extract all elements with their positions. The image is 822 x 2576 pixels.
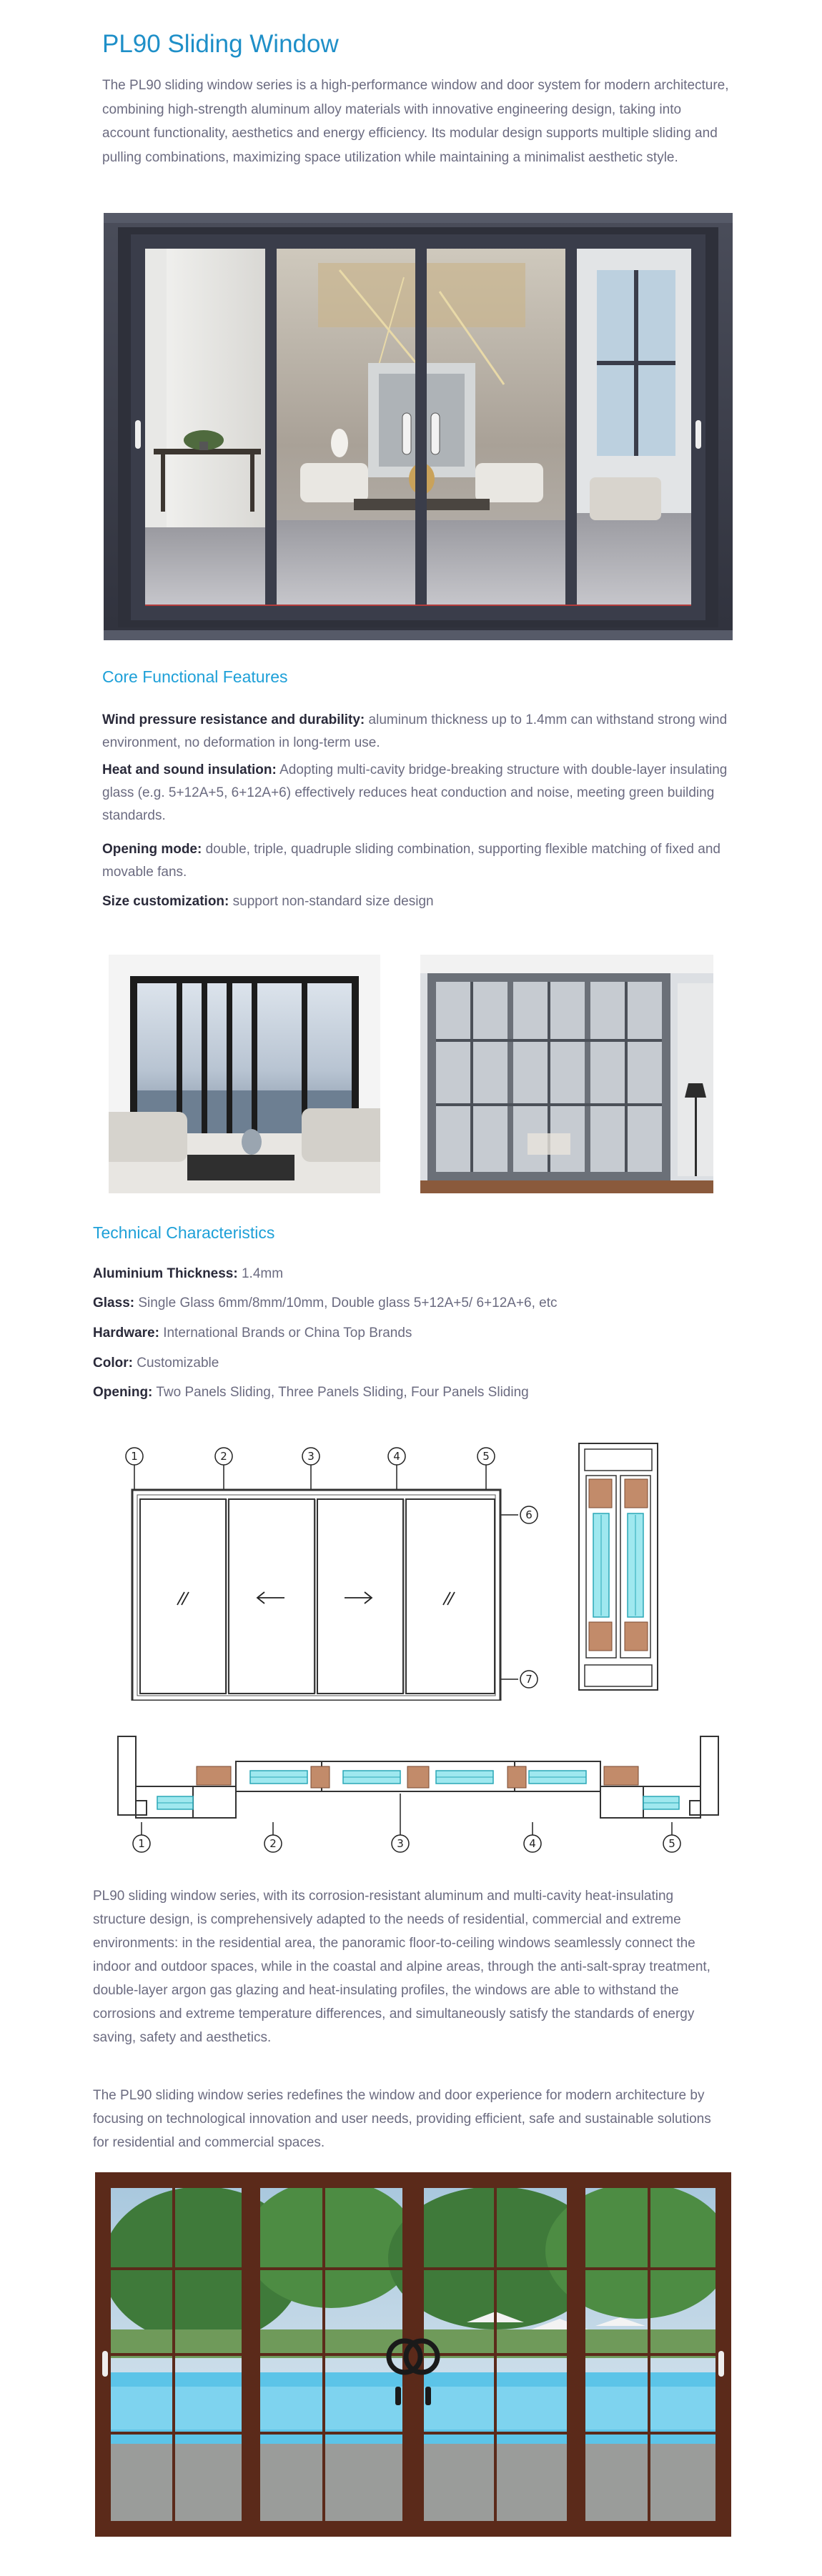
feature-label: Heat and sound insulation: bbox=[102, 762, 277, 777]
spec-label: Opening: bbox=[93, 1385, 153, 1400]
feature-text: double, triple, quadruple sliding combination, supporting flexible matching of fixed and movable fans. bbox=[102, 842, 721, 880]
spec-label: Hardware: bbox=[93, 1326, 159, 1341]
technical-heading: Technical Characteristics bbox=[93, 1223, 275, 1242]
elevation-drawing bbox=[100, 1436, 729, 1701]
spec-label: Glass: bbox=[93, 1296, 135, 1311]
feature-item-opening-mode bbox=[102, 838, 731, 884]
spec-opening bbox=[93, 1385, 529, 1401]
page-title: PL90 Sliding Window bbox=[102, 30, 339, 58]
grid-glass-sliding-door-image bbox=[420, 955, 713, 1193]
wood-sliding-door-image bbox=[95, 2172, 731, 2537]
feature-text: Adopting multi-cavity bridge-breaking structure with double-layer insulating glass (e.g. 5+12A+5, 6+12A+6) effectively reduces heat conduction and noise, meeting green building standards. bbox=[102, 762, 728, 823]
feature-text: support non-standard size design bbox=[229, 894, 434, 909]
spec-aluminium-thickness bbox=[93, 1266, 283, 1282]
spec-value: Single Glass 6mm/8mm/10mm, Double glass 5+12A+5/ 6+12A+6, etc bbox=[134, 1296, 558, 1311]
spec-glass bbox=[93, 1296, 558, 1311]
intro-paragraph: The PL90 sliding window series is a high-performance window and door system for modern architecture, combining high-strength aluminum alloy materials with innovative engineering design, taking into account functionality, aesthetics and energy efficiency. Its modular design supports multiple sliding and pulling combinations, maximizing space utilization while maintaining a minimalist aesthetic style. bbox=[102, 78, 729, 165]
top-marker-3: 3 bbox=[307, 1450, 315, 1463]
spec-value: 1.4mm bbox=[237, 1266, 284, 1281]
top-marker-1: 1 bbox=[131, 1450, 138, 1463]
spec-label: Color: bbox=[93, 1356, 133, 1371]
feature-label: Size customization: bbox=[102, 894, 229, 909]
feature-item-size-customization bbox=[102, 890, 731, 913]
feature-item-wind-pressure bbox=[102, 709, 731, 755]
section-marker-4: 4 bbox=[529, 1837, 536, 1850]
section-marker-1: 1 bbox=[138, 1837, 145, 1850]
section-marker-2: 2 bbox=[269, 1837, 277, 1850]
feature-label: Opening mode: bbox=[102, 842, 202, 857]
top-marker-4: 4 bbox=[393, 1450, 400, 1463]
spec-color bbox=[93, 1356, 219, 1371]
summary-paragraph: The PL90 sliding window series redefines the window and door experience for modern architecture by focusing on technological innovation and user needs, providing efficient, safe and sustainable solutions for residential and commercial spaces. bbox=[93, 2088, 711, 2150]
spec-hardware bbox=[93, 1326, 412, 1341]
spec-label: Aluminium Thickness: bbox=[93, 1266, 238, 1281]
side-marker-6: 6 bbox=[525, 1508, 533, 1521]
feature-item-insulation bbox=[102, 759, 731, 827]
spec-value: Two Panels Sliding, Three Panels Sliding, Four Panels Sliding bbox=[152, 1385, 529, 1400]
spec-value: International Brands or China Top Brands bbox=[159, 1326, 412, 1341]
spec-value: Customizable bbox=[132, 1356, 219, 1371]
side-marker-7: 7 bbox=[525, 1673, 533, 1686]
top-marker-5: 5 bbox=[482, 1450, 490, 1463]
top-marker-2: 2 bbox=[220, 1450, 227, 1463]
sea-view-sliding-door-image bbox=[109, 955, 380, 1193]
section-marker-3: 3 bbox=[397, 1837, 404, 1850]
hero-sliding-door-image bbox=[104, 213, 733, 640]
features-heading: Core Functional Features bbox=[102, 667, 288, 686]
feature-text: aluminum thickness up to 1.4mm can withstand strong wind environment, no deformation in long-term use. bbox=[102, 712, 728, 750]
application-paragraph: PL90 sliding window series, with its corrosion-resistant aluminum and multi-cavity heat-insulating structure design, is comprehensively adapted to the needs of residential, commercial and extreme environments: in the residential area, the panoramic floor-to-ceiling windows seamlessly connect the indoor and outdoor spaces, while in the coastal and alpine areas, through the anti-salt-spray treatment, double-layer argon gas glazing and heat-insulating profiles, the windows are able to withstand the corrosions and extreme temperature differences, and simultaneously satisfy the standards of energy saving, safety and aesthetics. bbox=[93, 1889, 710, 2045]
feature-label: Wind pressure resistance and durability: bbox=[102, 712, 365, 727]
horizontal-section-drawing bbox=[107, 1722, 729, 1854]
section-marker-5: 5 bbox=[668, 1837, 675, 1850]
